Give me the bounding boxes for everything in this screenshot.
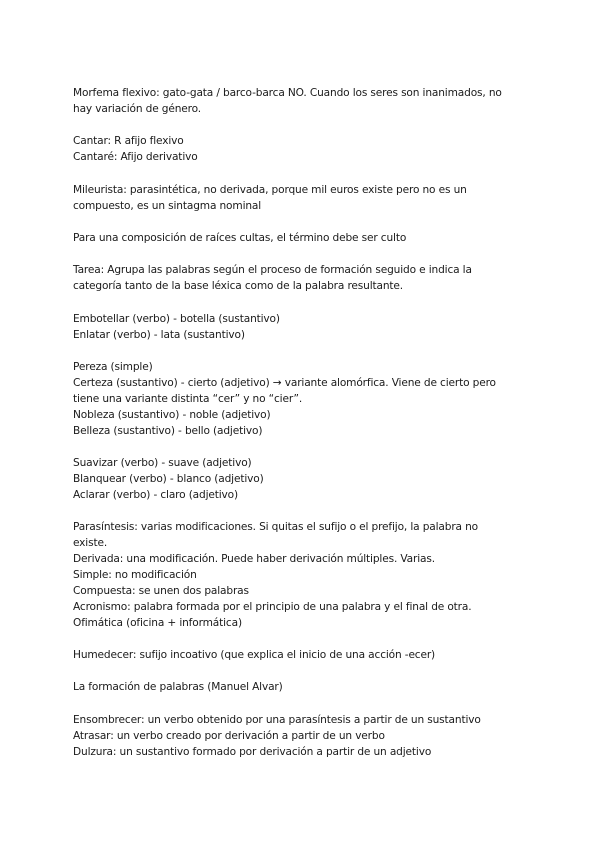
text-line: existe. xyxy=(73,537,108,550)
paragraph-mileurista xyxy=(73,183,528,215)
text-line: Dulzura: un sustantivo formado por derivación a partir de un adjetivo xyxy=(73,745,432,758)
paragraph-morfema-flexivo xyxy=(73,86,528,118)
text-line: Mileurista: parasintética, no derivada, porque mil euros existe pero no es un xyxy=(73,183,467,196)
text-line: Pereza (simple) xyxy=(73,360,153,373)
text-line: La formación de palabras (Manuel Alvar) xyxy=(73,681,283,694)
paragraph-suavizar xyxy=(73,456,528,504)
text-line: categoría tanto de la base léxica como de la palabra resultante. xyxy=(73,280,404,293)
paragraph-manuel-alvar xyxy=(73,680,528,696)
paragraph-pereza xyxy=(73,360,528,440)
text-line: Simple: no modificación xyxy=(73,568,197,581)
text-line: hay variación de género. xyxy=(73,102,201,115)
text-line: Ofimática (oficina + informática) xyxy=(73,616,242,629)
text-line: Belleza (sustantivo) - bello (adjetivo) xyxy=(73,424,263,437)
paragraph-tarea xyxy=(73,263,528,295)
text-line: tiene una variante distinta “cer” y no “cier”. xyxy=(73,392,303,405)
text-line: Blanquear (verbo) - blanco (adjetivo) xyxy=(73,472,264,485)
paragraph-raices-cultas xyxy=(73,231,528,247)
text-line: Para una composición de raíces cultas, el término debe ser culto xyxy=(73,231,407,244)
paragraph-parasintesis xyxy=(73,520,528,631)
text-line: Morfema flexivo: gato-gata / barco-barca NO. Cuando los seres son inanimados, no xyxy=(73,87,502,99)
text-line: compuesto, es un sintagma nominal xyxy=(73,199,262,212)
text-line: Atrasar: un verbo creado por derivación a partir de un verbo xyxy=(73,729,385,742)
text-line: Derivada: una modificación. Puede haber derivación múltiples. Varias. xyxy=(73,553,435,566)
paragraph-ensombrecer xyxy=(73,713,528,761)
document-page xyxy=(73,86,528,777)
text-line: Certeza (sustantivo) - cierto (adjetivo) → variante alomórfica. Viene de cierto pero xyxy=(73,376,496,389)
paragraph-cantar xyxy=(73,134,528,166)
text-line: Aclarar (verbo) - claro (adjetivo) xyxy=(73,488,238,501)
text-line: Suavizar (verbo) - suave (adjetivo) xyxy=(73,457,252,469)
paragraph-humedecer xyxy=(73,648,528,664)
text-line: Compuesta: se unen dos palabras xyxy=(73,584,249,597)
text-line: Enlatar (verbo) - lata (sustantivo) xyxy=(73,328,245,341)
text-line: Embotellar (verbo) - botella (sustantivo) xyxy=(73,312,280,325)
text-line: Parasíntesis: varias modificaciones. Si quitas el sufijo o el prefijo, la palabra no xyxy=(73,521,478,534)
text-line: Tarea: Agrupa las palabras según el proceso de formación seguido e indica la xyxy=(73,264,472,277)
text-line: Nobleza (sustantivo) - noble (adjetivo) xyxy=(73,408,271,421)
text-line: Acronismo: palabra formada por el principio de una palabra y el final de otra. xyxy=(73,600,472,613)
text-line: Cantar: R afijo flexivo xyxy=(73,135,184,148)
text-line: Cantaré: Afijo derivativo xyxy=(73,151,198,164)
text-line: Humedecer: sufijo incoativo (que explica el inicio de una acción -ecer) xyxy=(73,649,436,662)
paragraph-embotellar xyxy=(73,312,528,344)
text-line: Ensombrecer: un verbo obtenido por una parasíntesis a partir de un sustantivo xyxy=(73,713,481,726)
